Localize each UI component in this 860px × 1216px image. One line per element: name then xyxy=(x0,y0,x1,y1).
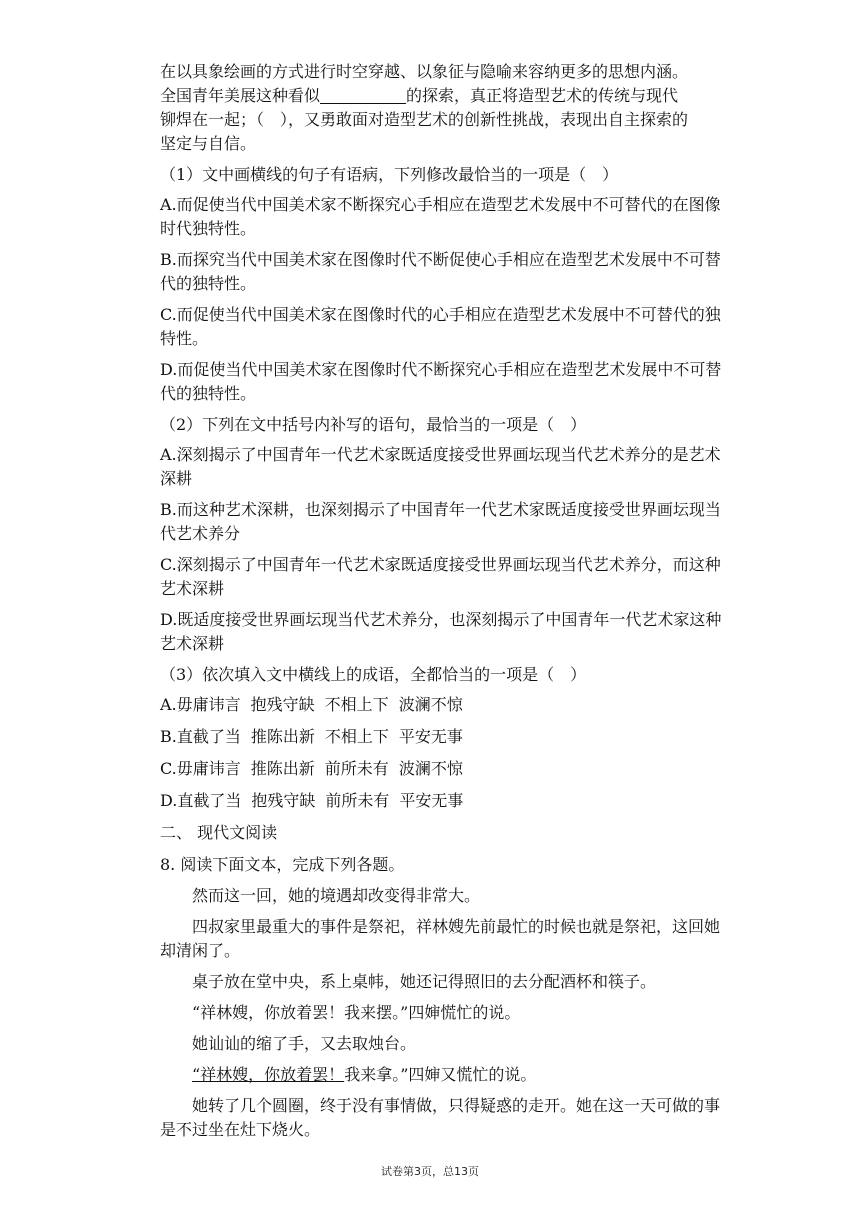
passage-line-2b: 的探索，真正将造型艺术的传统与现代 xyxy=(406,86,679,105)
story-paragraph: 她转了几个圆圈，终于没有事情做，只得疑惑的走开。她在这一天可做的事是不过坐在灶下烧火。 xyxy=(160,1096,721,1139)
q3-option-a xyxy=(160,693,732,717)
option-letter: B. xyxy=(160,727,177,746)
idiom: 不相上下 xyxy=(324,727,389,746)
story-paragraph: 桌子放在堂中央，系上桌帏，她还记得照旧的去分配酒杯和筷子。 xyxy=(192,972,657,991)
idiom: 直截了当 xyxy=(177,791,242,810)
passage-text xyxy=(160,60,732,156)
idiom: 推陈出新 xyxy=(250,727,315,746)
option-letter: D. xyxy=(160,791,178,810)
story-paragraph-quote xyxy=(160,1063,732,1087)
idiom: 前所未有 xyxy=(324,759,389,778)
question-8-stem: 8. 阅读下面文本，完成下列各题。 xyxy=(160,855,405,874)
idiom: 抱残守缺 xyxy=(251,791,316,810)
passage-line-1: 在以具象绘画的方式进行时空穿越、以象征与隐喻来容纳更多的思想内涵。 xyxy=(160,62,689,81)
idiom: 毋庸讳言 xyxy=(176,759,241,778)
page-footer: 试卷第3页，总13页 xyxy=(381,1165,479,1178)
q2-option-c: C.深刻揭示了中国青年一代艺术家既适度接受世界画坛现当代艺术养分，而这种艺术深耕 xyxy=(160,555,721,598)
q3-option-c xyxy=(160,757,732,781)
idiom: 不相上下 xyxy=(324,695,389,714)
idiom: 直截了当 xyxy=(176,727,241,746)
q1-stem: （1）文中画横线的句子有语病，下列修改最恰当的一项是（ ） xyxy=(160,165,619,184)
passage-line-2a: 全国青年美展这种看似 xyxy=(160,86,321,105)
idiom: 抱残守缺 xyxy=(250,695,315,714)
q2-option-b: B.而这种艺术深耕，也深刻揭示了中国青年一代艺术家既适度接受世界画坛现当代艺术养分 xyxy=(160,500,721,543)
option-letter: C. xyxy=(160,759,177,778)
story-paragraph: 她讪讪的缩了手，又去取烛台。 xyxy=(192,1034,417,1053)
idiom: 前所未有 xyxy=(325,791,390,810)
idiom: 波澜不惊 xyxy=(398,695,463,714)
q1-option-b: B.而探究当代中国美术家在图像时代不断促使心手相应在造型艺术发展中不可替代的独特性。 xyxy=(160,250,721,293)
passage-line-4: 坚定与自信。 xyxy=(160,134,257,153)
idiom: 推陈出新 xyxy=(250,759,315,778)
q1-option-c: C.而促使当代中国美术家在图像时代的心手相应在造型艺术发展中不可替代的独特性。 xyxy=(160,305,721,348)
story-paragraph: 四叔家里最重大的事件是祭祀，祥林嫂先前最忙的时候也就是祭祀，这回她却清闲了。 xyxy=(160,917,721,960)
q3-option-d xyxy=(160,789,732,813)
q2-stem: （2）下列在文中括号内补写的语句，最恰当的一项是（ ） xyxy=(160,415,587,434)
q2-option-a: A.深刻揭示了中国青年一代艺术家既适度接受世界画坛现当代艺术养分的是艺术深耕 xyxy=(160,445,721,488)
idiom: 波澜不惊 xyxy=(398,759,463,778)
q3-option-b xyxy=(160,725,732,749)
q2-option-d: D.既适度接受世界画坛现当代艺术养分，也深刻揭示了中国青年一代艺术家这种艺术深耕 xyxy=(160,610,722,653)
fill-blank xyxy=(320,87,406,104)
underlined-quote: “祥林嫂，你放着罢！ xyxy=(192,1065,345,1084)
q1-option-d: D.而促使当代中国美术家在图像时代不断探究心手相应在造型艺术发展中不可替代的独特性。 xyxy=(160,360,722,403)
q3-stem: （3）依次填入文中横线上的成语，全都恰当的一项是（ ） xyxy=(160,665,587,684)
idiom: 平安无事 xyxy=(399,791,464,810)
q1-option-a: A.而促使当代中国美术家不断探究心手相应在造型艺术发展中不可替代的在图像时代独特性。 xyxy=(160,195,721,238)
quote-rest: 我来拿。”四婶又慌忙的说。 xyxy=(344,1065,537,1084)
option-letter: A. xyxy=(160,695,177,714)
story-paragraph: 然而这一回，她的境遇却改变得非常大。 xyxy=(192,886,481,905)
passage-line-3: 铆焊在一起；（ ），又勇敢面对造型艺术的创新性挑战，表现出自主探索的 xyxy=(160,110,689,129)
story-paragraph: “祥林嫂，你放着罢！我来摆。”四婶慌忙的说。 xyxy=(192,1003,521,1022)
document-page xyxy=(160,60,732,1149)
idiom: 平安无事 xyxy=(398,727,463,746)
idiom: 毋庸讳言 xyxy=(176,695,241,714)
section-heading: 二、 现代文阅读 xyxy=(160,823,278,842)
